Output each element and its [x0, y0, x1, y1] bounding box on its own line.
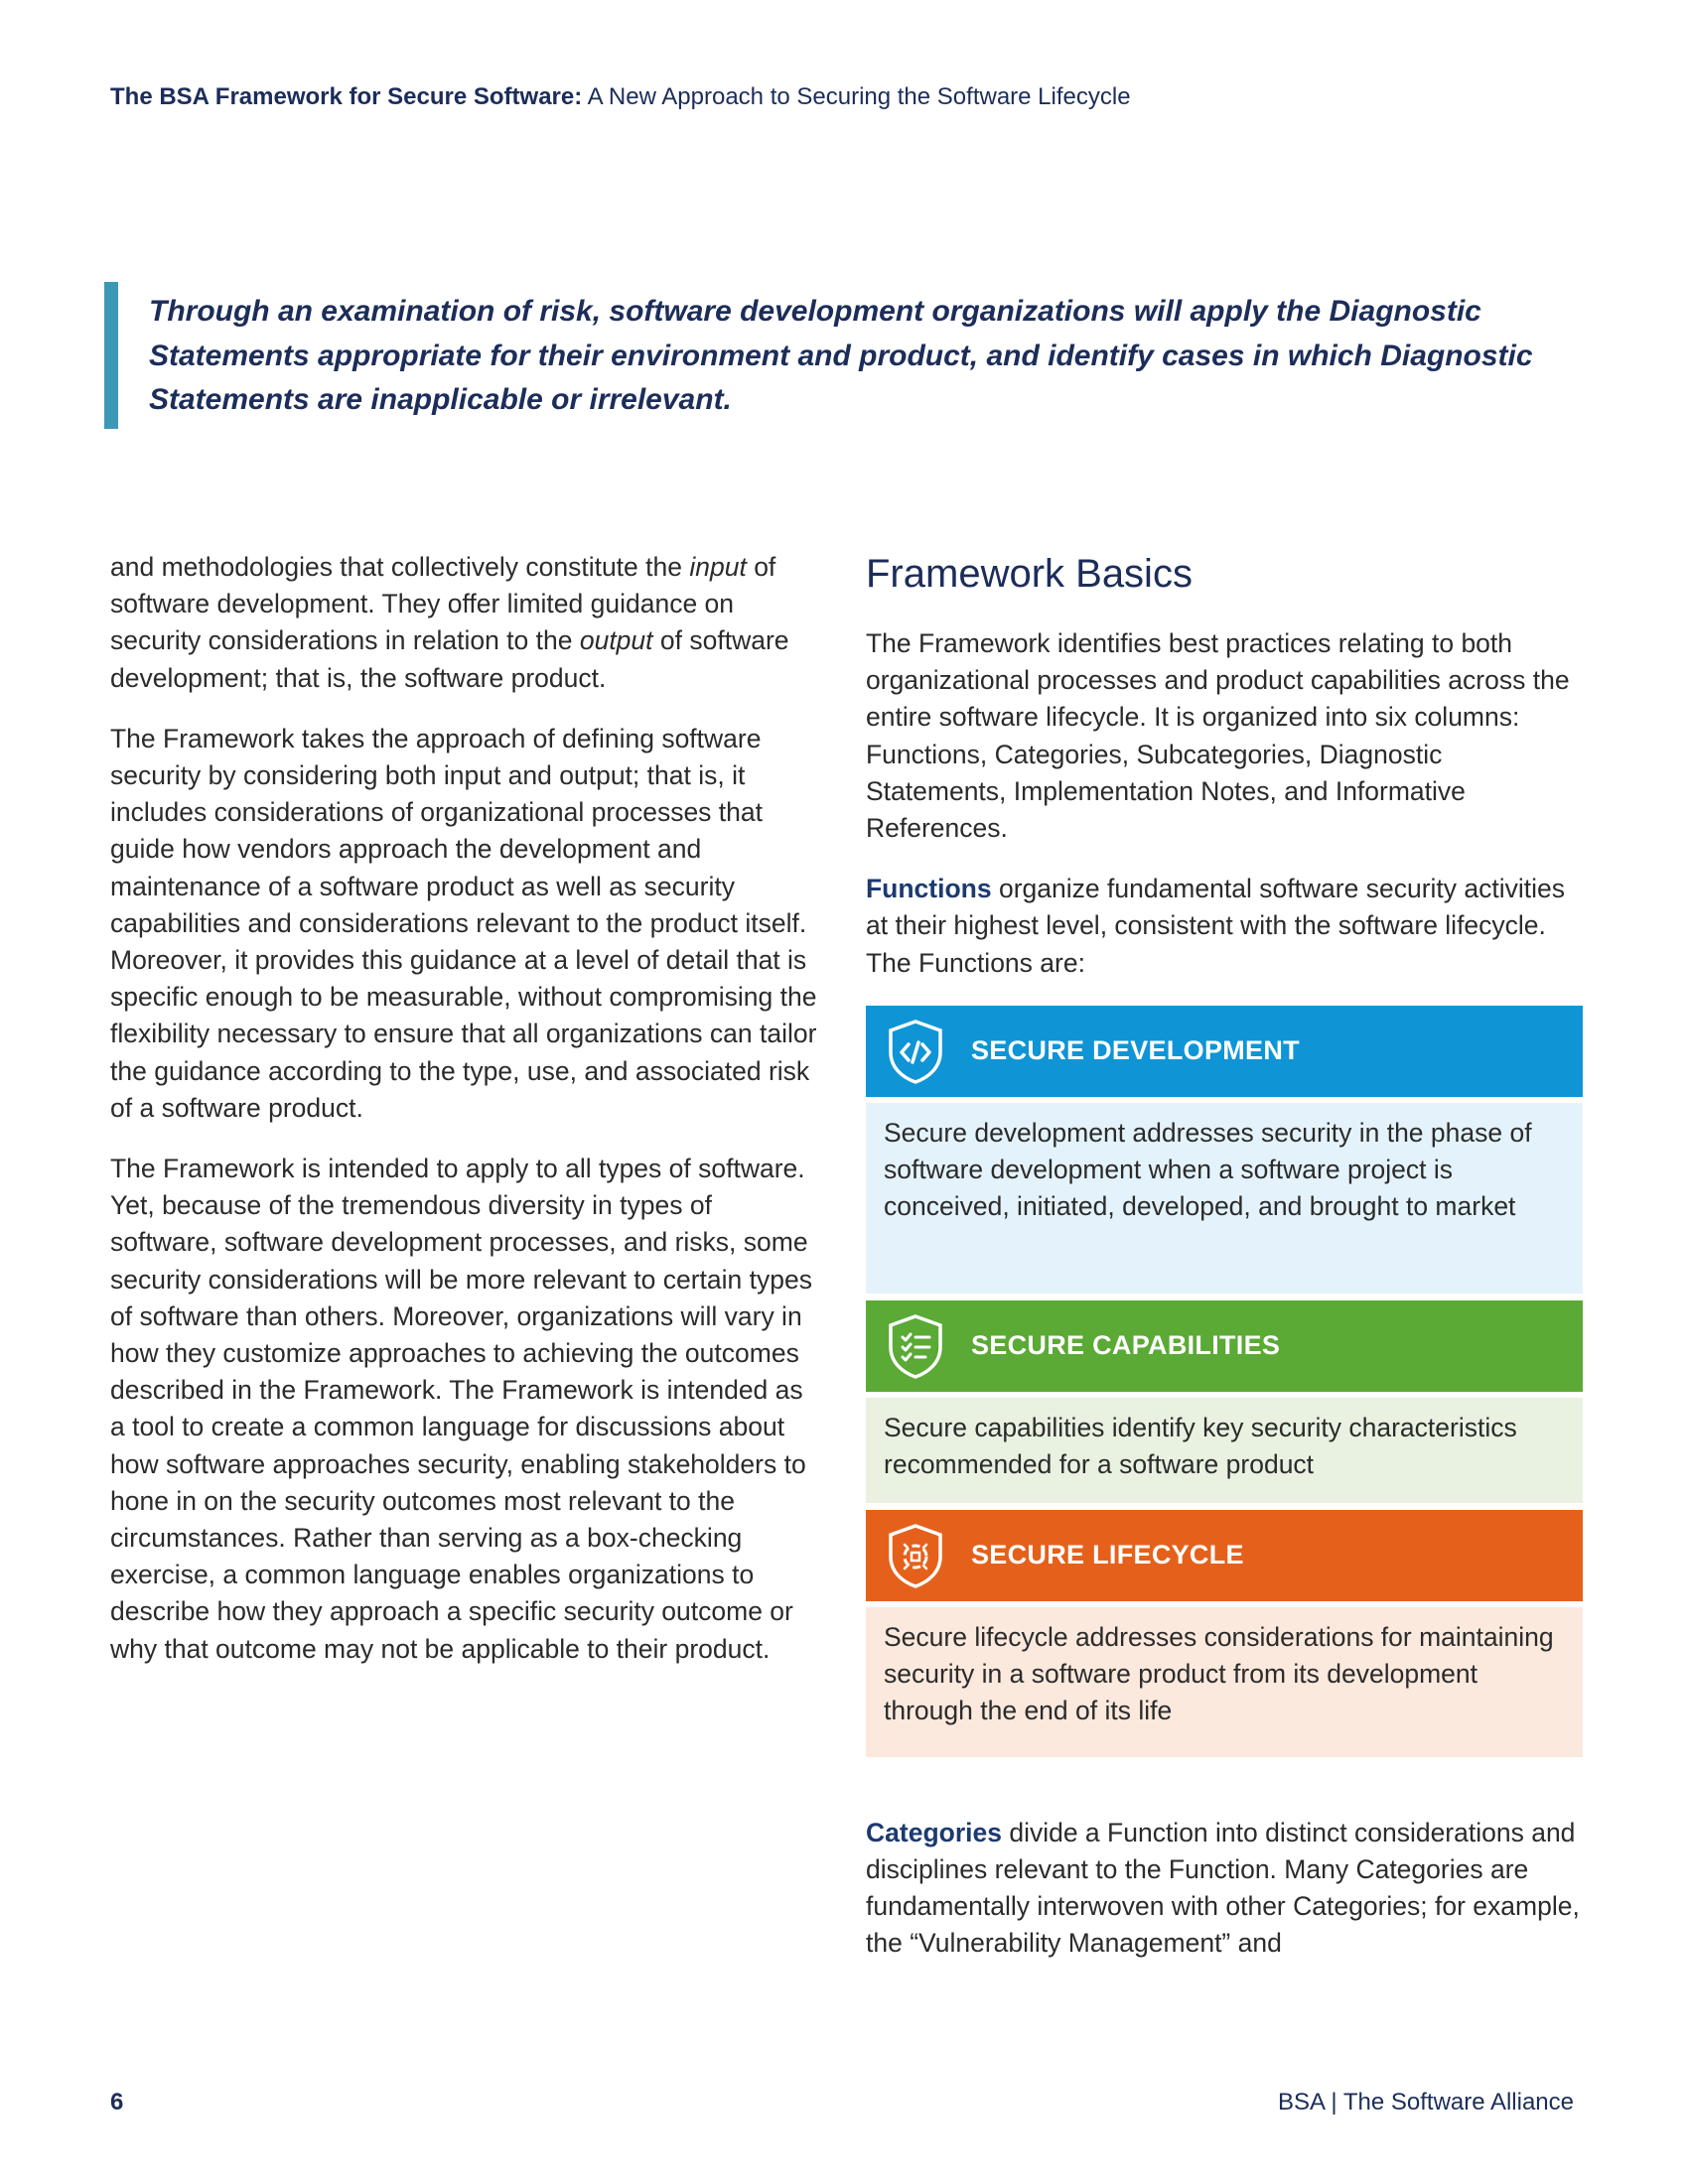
function-title-bar — [866, 1510, 1583, 1601]
section-heading: Framework Basics — [866, 552, 1193, 596]
p1-part-b: of software development. They offer limited guidance on security considerations in relation to the — [110, 552, 776, 656]
function-title-bar — [866, 1300, 1583, 1392]
footer-org: BSA | The Software Alliance — [1278, 2089, 1574, 2116]
function-description: Secure lifecycle addresses considerations for maintaining security in a software product from its development through the end of its life — [866, 1607, 1583, 1757]
function-title: SECURE DEVELOPMENT — [971, 1035, 1300, 1066]
p1-part-a: and methodologies that collectively constitute the — [110, 552, 690, 582]
header-title-bold: The BSA Framework for Secure Software: — [110, 83, 583, 110]
running-header — [110, 83, 1500, 111]
p1-output-term: output — [579, 625, 653, 656]
categories-term: Categories — [866, 1817, 1002, 1847]
p1-input-term: input — [689, 552, 747, 582]
page-number: 6 — [110, 2089, 124, 2116]
left-paragraph-2: The Framework takes the approach of defining software security by considering both input and output; that is, it includes considerations of organizational processes that guide how vendors approach the development and maintenance of a software product as well as security capabilities and considerations relevant to the product itself. Moreover, it provides this guidance at a level of detail that is specific enough to be measurable, without compromising the flexibility necessary to ensure that all organizations can tailor the guidance according to the type, use, and associated risk of a software product. — [110, 723, 817, 1123]
pull-quote — [104, 282, 1588, 429]
functions-term: Functions — [866, 874, 992, 904]
left-paragraph-3: The Framework is intended to apply to all types of software. Yet, because of the tremendous diversity in types of software, software development processes, and risks, some security considerations will be more relevant to certain types of software than others. Moreover, organizations will vary in how they customize approaches to achieving the outcomes described in the Framework. The Framework is intended as a tool to create a common language for discussions about how software approaches security, enabling stakeholders to hone in on the security outcomes most relevant to the circumstances. Rather than serving as a box-checking exercise, a common language enables organizations to describe how they approach a specific security outcome or why that outcome may not be applicable to their product. — [110, 1154, 812, 1664]
function-title: SECURE LIFECYCLE — [971, 1540, 1244, 1570]
functions-text: organize fundamental software security activities at their highest level, consistent with the software lifecycle. The Functions are: — [866, 874, 1565, 978]
header-title-rest: A New Approach to Securing the Software Lifecycle — [582, 83, 1131, 110]
function-title-bar — [866, 1006, 1583, 1097]
intro-paragraph: The Framework identifies best practices relating to both organizational processes and product capabilities across the entire software lifecycle. It is organized into six columns: Functions, Categories, Subcategories, Diagnostic Statements, Implementation Notes, and Informative References. — [866, 628, 1570, 844]
functions-paragraph — [866, 871, 1583, 982]
left-paragraph-1 — [110, 549, 817, 697]
function-secure-capabilities — [866, 1300, 1583, 1503]
left-column — [110, 549, 817, 1692]
categories-text: divide a Function into distinct considerations and disciplines relevant to the Function. Many Categories are fundamentally interwoven with other Categories; for example, the “Vulnerability Management” and — [866, 1817, 1580, 1959]
function-secure-development — [866, 1006, 1583, 1294]
categories-paragraph — [866, 1815, 1583, 1963]
function-description: Secure capabilities identify key security characteristics recommended for a software product — [866, 1398, 1583, 1503]
checklist-shield-icon — [881, 1311, 950, 1381]
right-column — [866, 544, 1583, 1986]
code-shield-icon — [881, 1017, 950, 1086]
function-description: Secure development addresses security in the phase of software development when a software project is conceived, initiated, developed, and brought to market — [866, 1103, 1583, 1294]
function-title: SECURE CAPABILITIES — [971, 1330, 1281, 1361]
function-secure-lifecycle — [866, 1510, 1583, 1757]
p1-part-c: of software development; that is, the software product. — [110, 625, 789, 693]
cycle-shield-icon — [881, 1521, 950, 1590]
pull-quote-text: Through an examination of risk, software development organizations will apply the Diagnostic Statements appropriate for their environment and product, and identify cases in which Diagnostic Statements are inapplicable or irrelevant. — [149, 295, 1533, 416]
